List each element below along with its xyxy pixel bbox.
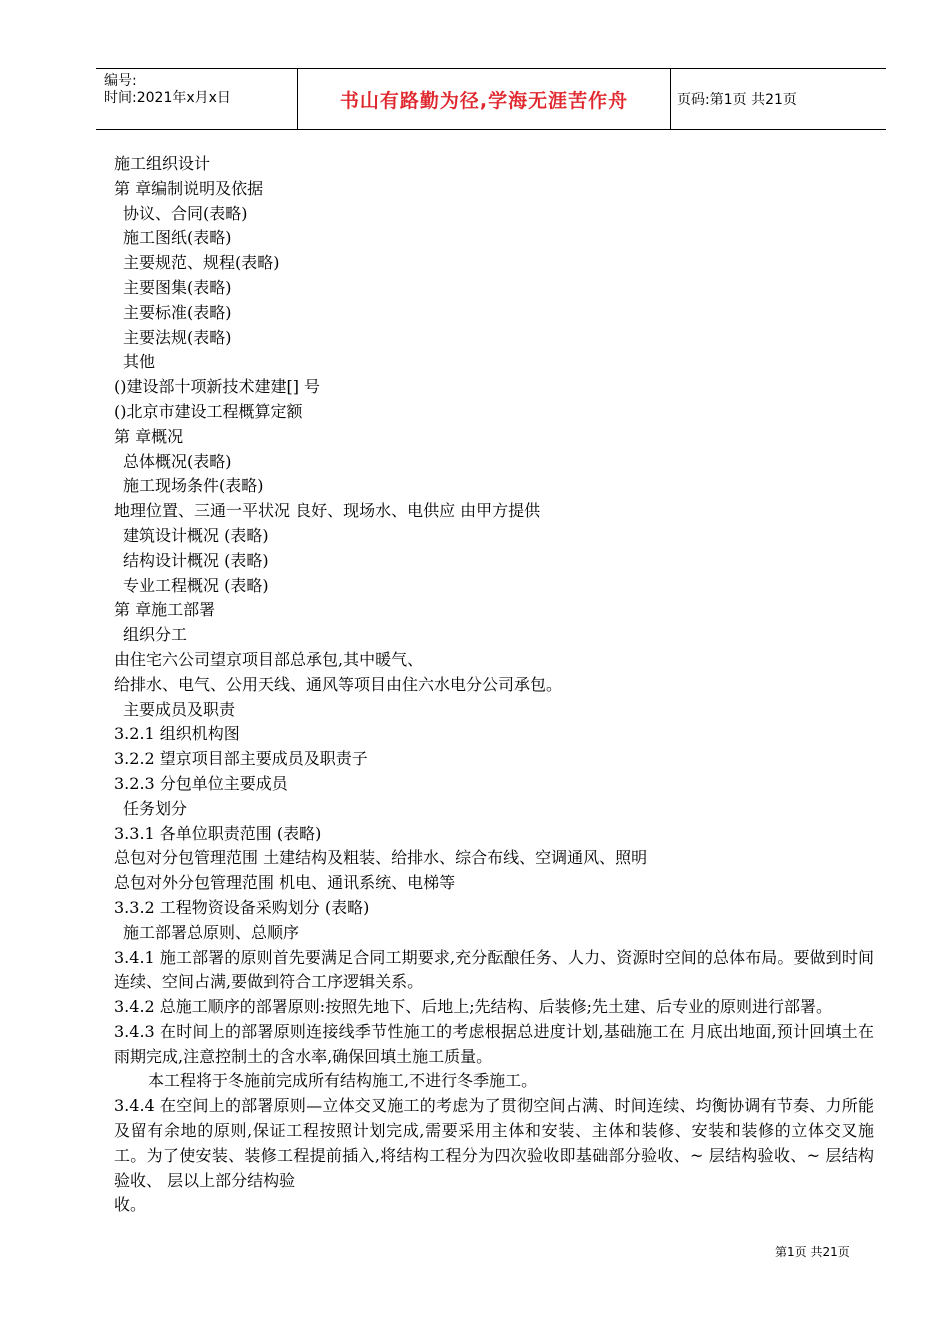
chapter-heading: 第 章概况 [114,426,184,446]
list-item: 主要图集(表略) [123,277,232,297]
chapter-heading: 第 章编制说明及依据 [114,178,264,198]
section-heading: 任务划分 [123,798,188,818]
motto-text: 书山有路勤为径,学海无涯苦作舟 [339,90,629,112]
list-item: 专业工程概况 (表略) [123,575,269,595]
paragraph-3-4-3: 3.4.3 在时间上的部署原则连接线季节性施工的考虑根据总进度计划,基础施工在 月底出地面,预计回填土在雨期完成,注意控制土的含水率,确保回填土施工质量。 [114,1021,874,1066]
document-code-label: 编号: [104,73,137,89]
header-page-cell [671,69,886,129]
header-meta-cell [96,69,298,129]
list-item: 施工图纸(表略) [123,228,232,248]
subsection-heading: 3.2.1 组织机构图 [114,724,240,744]
paragraph-3-4-4-end: 收。 [114,1195,147,1215]
paragraph-3-4-2: 3.4.2 总施工顺序的部署原则:按照先地下、后地上;先结构、后装修;先土建、后专业的原则进行部署。 [114,997,832,1017]
list-item: 主要标准(表略) [123,302,232,322]
section-heading: 组织分工 [123,625,188,645]
page-header [96,68,886,130]
text-line: 给排水、电气、公用天线、通风等项目由住六水电分公司承包。 [114,674,563,694]
text-line: 地理位置、三通一平状况 良好、现场水、电供应 由甲方提供 [114,501,541,521]
doc-title: 施工组织设计 [114,154,211,173]
list-item: ()北京市建设工程概算定额 [114,401,303,421]
text-line: 由住宅六公司望京项目部总承包,其中暖气、 [114,649,424,669]
document-time-label: 时间:2021年x月x日 [104,90,231,106]
subsection-heading: 3.2.3 分包单位主要成员 [114,773,288,793]
paragraph-3-4-4: 3.4.4 在空间上的部署原则—立体交叉施工的考虑为了贯彻空间占满、时间连续、均衡协调有节奏、力所能及留有余地的原则,保证工程按照计划完成,需要采用主体和安装、主体和装修、安装和装修的立体交叉施工。为了使安装、装修工程提前插入,将结构工程分为四次验收即基础部分验收、~ 层结构验收、~ 层结构验收、 层以上部分结构验 [114,1096,874,1190]
list-item: 主要规范、规程(表略) [123,253,280,273]
list-item: 协议、合同(表略) [123,203,248,223]
paragraph-3-4-1: 3.4.1 施工部署的原则首先要满足合同工期要求,充分酝酿任务、人力、资源时空间的总体布局。要做到时间连续、空间占满,要做到符合工序逻辑关系。 [114,947,874,992]
text-line: 总包对分包管理范围 土建结构及粗装、给排水、综合布线、空调通风、照明 [114,848,648,868]
header-motto-cell [298,69,671,129]
list-item: 总体概况(表略) [123,451,232,471]
section-heading: 主要成员及职责 [123,699,236,719]
header-page-number: 页码:第1页 共21页 [677,92,797,108]
subsection-heading: 3.3.1 各单位职责范围 (表略) [114,823,322,843]
subsection-heading: 3.2.2 望京项目部主要成员及职责子 [114,749,368,769]
document-body [114,152,874,1218]
section-heading: 施工部署总原则、总顺序 [123,922,300,942]
paragraph-winter-note: 本工程将于冬施前完成所有结构施工,不进行冬季施工。 [148,1071,538,1091]
list-item: 施工现场条件(表略) [123,476,264,496]
text-line: 总包对外分包管理范围 机电、通讯系统、电梯等 [114,873,456,893]
list-item: 建筑设计概况 (表略) [123,525,269,545]
list-item: 主要法规(表略) [123,327,232,347]
list-item: 其他 [123,352,156,372]
page-footer: 第1页 共21页 [775,1245,850,1259]
list-item: 结构设计概况 (表略) [123,550,269,570]
list-item: ()建设部十项新技术建建[] 号 [114,377,321,397]
chapter-heading: 第 章施工部署 [114,600,216,620]
subsection-heading: 3.3.2 工程物资设备采购划分 (表略) [114,897,370,917]
